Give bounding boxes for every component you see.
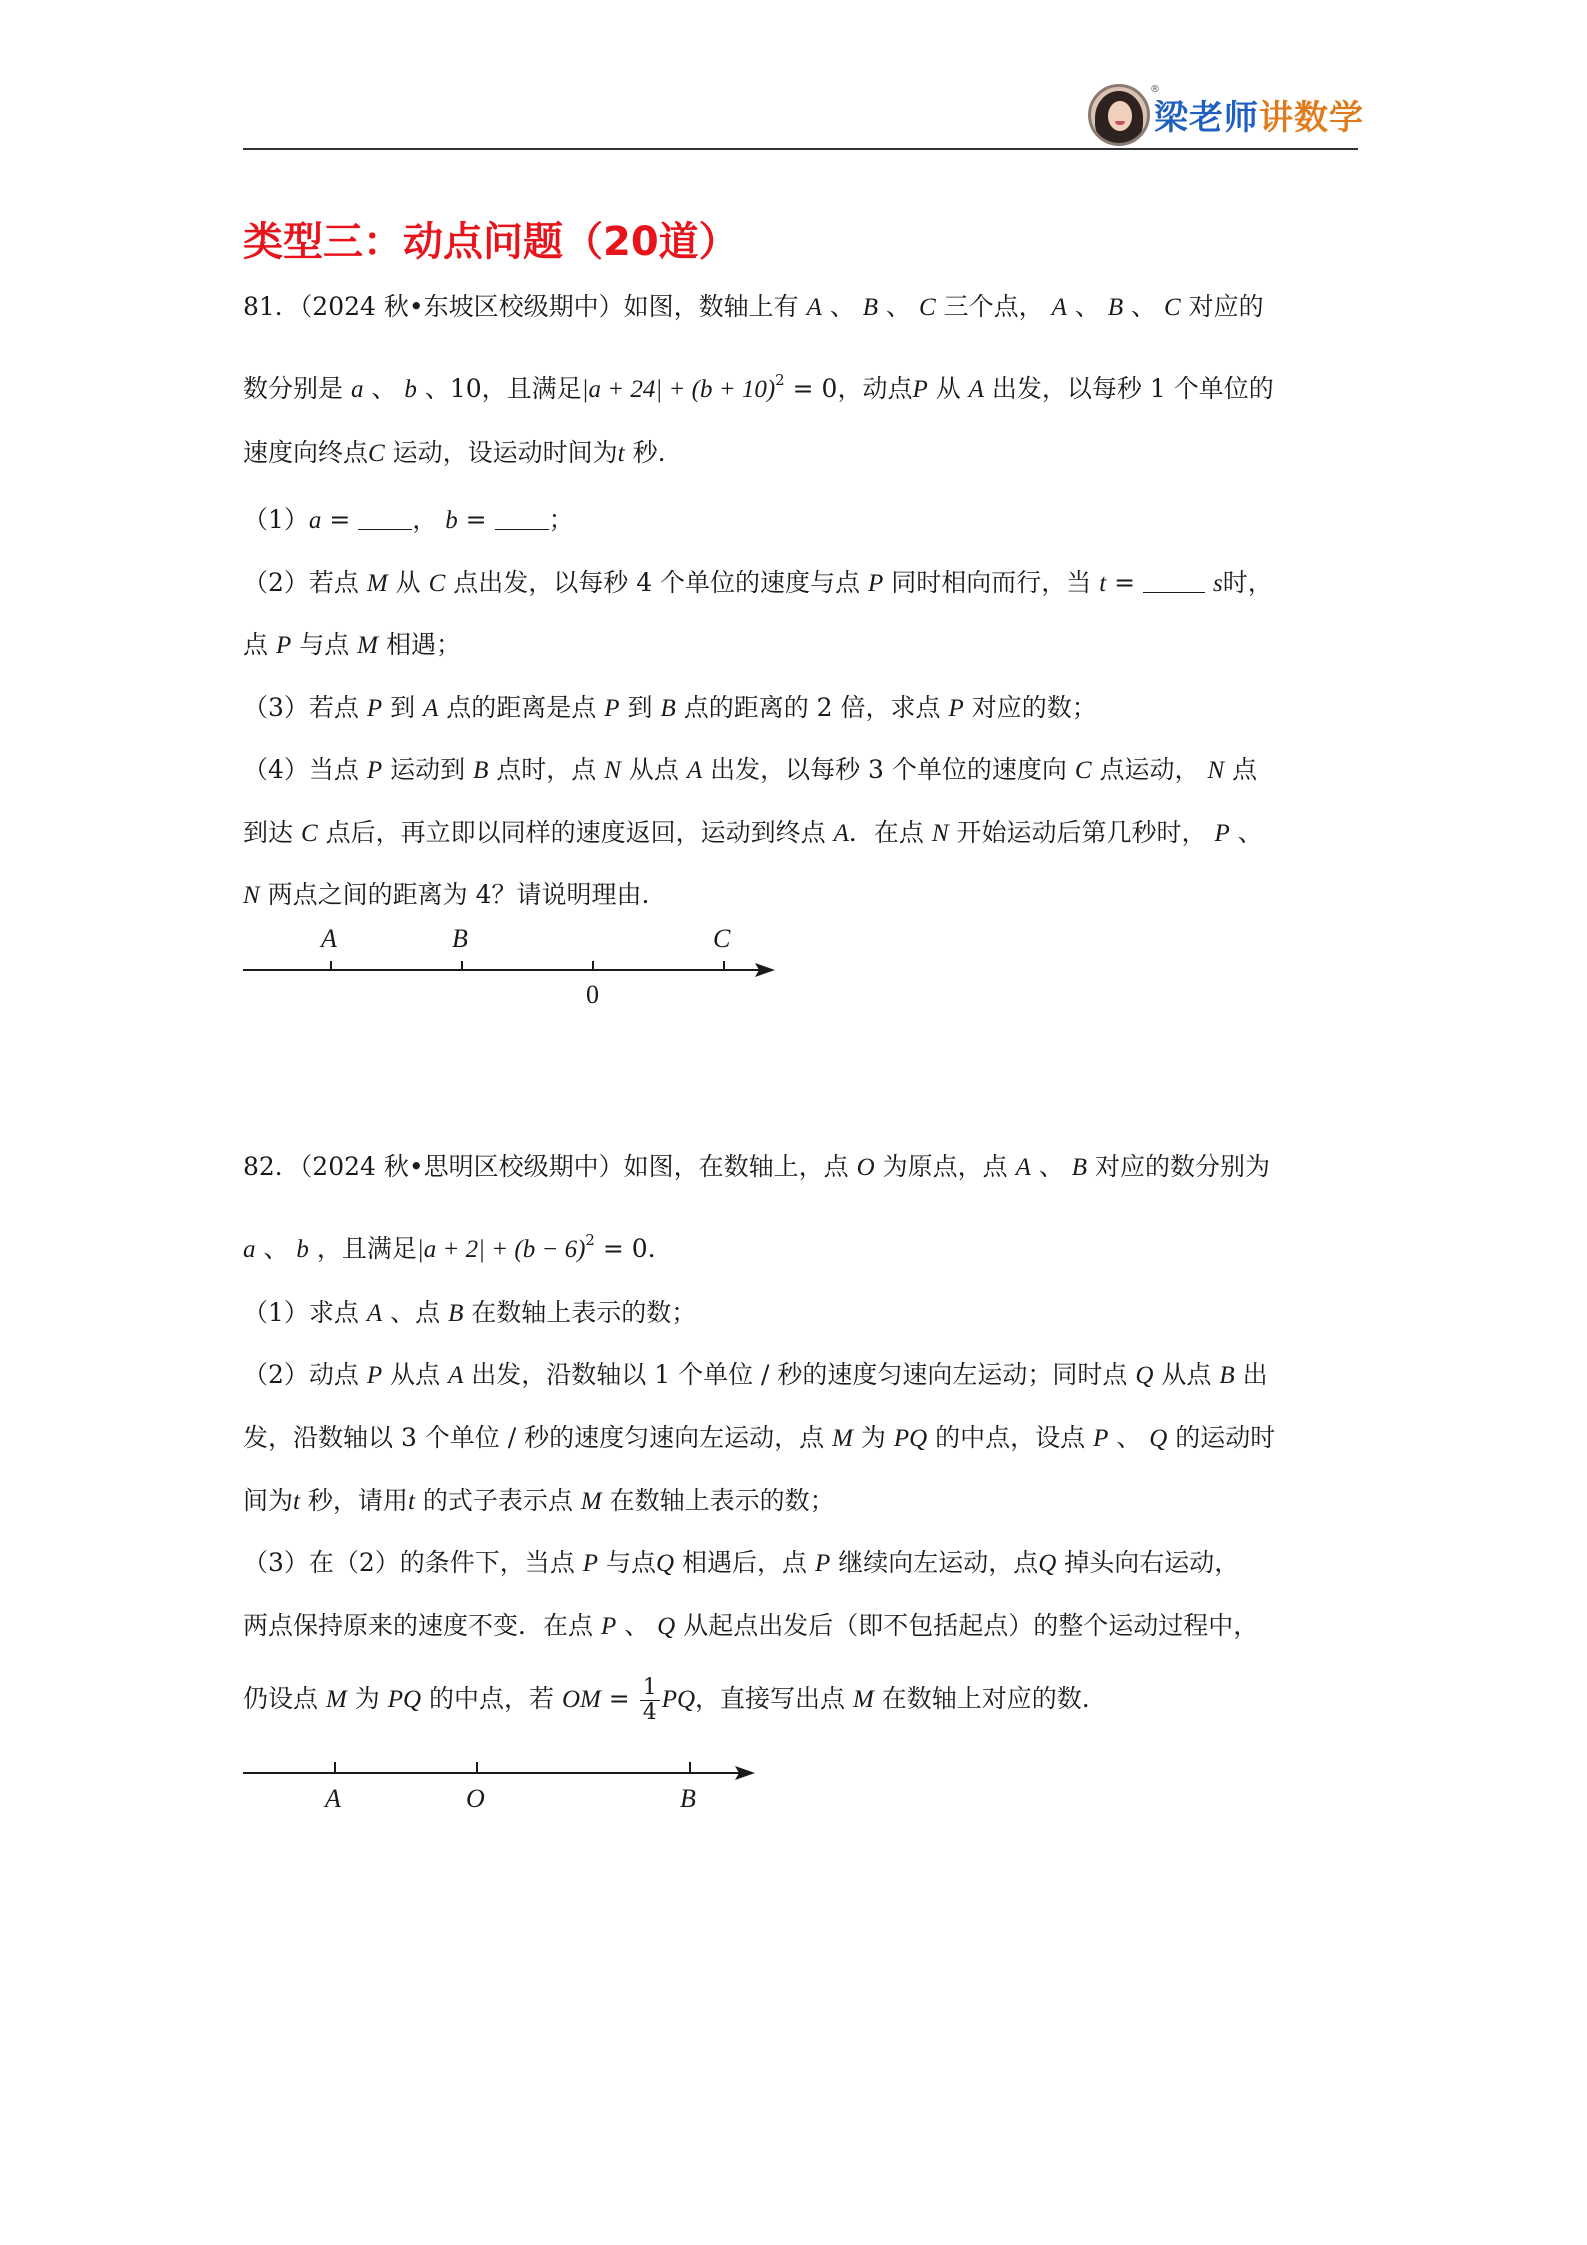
axis-label-A: A (321, 924, 337, 953)
section-title: 类型三：动点问题（20道） (243, 219, 739, 265)
p81-line1: 81．（2024 秋•东坡区校级期中）如图，数轴上有 A 、 B 、 C 三个点， A 、 B 、 C 对应的 (243, 292, 1264, 321)
p82-question3-line1: （3）在（2）的条件下，当点 P 与点Q 相遇后，点 P 继续向左运动，点Q 掉头向右运动， (243, 1548, 1240, 1577)
p81-number-line (243, 955, 783, 995)
axis-label-B: B (452, 924, 468, 953)
p81-question1: （1）a = ， b = ； (243, 505, 574, 534)
p82-condition: |a + 2| + (b − 6) (416, 1236, 586, 1263)
brand-logo (1088, 84, 1364, 150)
p82-question2-line2: 发，沿数轴以 3 个单位 / 秒的速度匀速向左运动，点 M 为 PQ 的中点，设点 P 、 Q 的运动时 (243, 1423, 1276, 1452)
teacher-avatar (1088, 84, 1150, 146)
p81-question4-line2: 到达 C 点后，再立即以同样的速度返回，运动到终点 A．在点 N 开始运动后第几秒时， P 、 (243, 818, 1263, 847)
p82-question2-line3: 间为t 秒，请用t 的式子表示点 M 在数轴上表示的数； (243, 1486, 835, 1515)
answer-blank[interactable] (495, 507, 549, 530)
p82-line2: a 、 b ，且满足$|a + 2| + (b - 6)^2 = 0$． (243, 1231, 673, 1263)
logo-text (1154, 90, 1364, 139)
p81-question2-line1: （2）若点 M 从 C 点出发，以每秒 4 个单位的速度与点 P 同时相向而行，当 t = s时， (243, 568, 1273, 597)
logo-text-part1: 梁老师 (1154, 98, 1259, 138)
p81-question4-line3: N 两点之间的距离为 4？请说明理由. (243, 880, 650, 909)
p81-question2-line2: 点 P 与点 M 相遇； (243, 630, 461, 659)
p81-line3: 速度向终点C 运动，设运动时间为t 秒. (243, 438, 666, 467)
p82-question2-line1: （2）动点 P 从点 A 出发，沿数轴以 1 个单位 / 秒的速度匀速向左运动；同时点 Q 从点 B 出 (243, 1360, 1268, 1389)
axis-label-O: O (466, 1784, 485, 1813)
axis-label-C: C (713, 924, 731, 953)
logo-text-part2: 讲数学 (1259, 98, 1364, 138)
p81-question3: （3）若点 P 到 A 点的距离是点 P 到 B 点的距离的 2 倍，求点 P 对应的数； (243, 693, 1097, 722)
p82-question3-line2: 两点保持原来的速度不变．在点 P 、 Q 从起点出发后（即不包括起点）的整个运动过程中， (243, 1611, 1259, 1640)
axis-label-A: A (325, 1784, 341, 1813)
p82-question1: （1）求点 A 、点 B 在数轴上表示的数； (243, 1298, 697, 1327)
answer-blank[interactable] (1143, 570, 1205, 593)
registered-mark: ® (1150, 84, 1160, 95)
header-divider (243, 148, 1358, 150)
fraction-one-quarter: $\frac{1}{4}$ (640, 1676, 660, 1725)
p81-question4-line1: （4）当点 P 运动到 B 点时，点 N 从点 A 出发，以每秒 3 个单位的速度向 C 点运动， N 点 (243, 755, 1258, 784)
p82-line1: 82．（2024 秋•思明区校级期中）如图，在数轴上，点 O 为原点，点 A 、 B 对应的数分别为 (243, 1152, 1271, 1181)
p82-question3-line3: 仍设点 M 为 PQ 的中点，若 OM = $\frac{1}{4}$ PQ，直接写出点 M 在数轴上对应的数. (243, 1675, 1090, 1725)
axis-label-zero: 0 (586, 980, 599, 1009)
answer-blank[interactable] (358, 507, 412, 530)
axis-label-B: B (680, 1784, 696, 1813)
p81-line2: 数分别是 a 、 b 、10，且满足$|a + 24| + (b + 10)^2 = 0$，动点P 从 A 出发，以每秒 1 个单位的 (243, 371, 1274, 403)
p81-condition: |a + 24| + (b + 10) (581, 376, 776, 403)
